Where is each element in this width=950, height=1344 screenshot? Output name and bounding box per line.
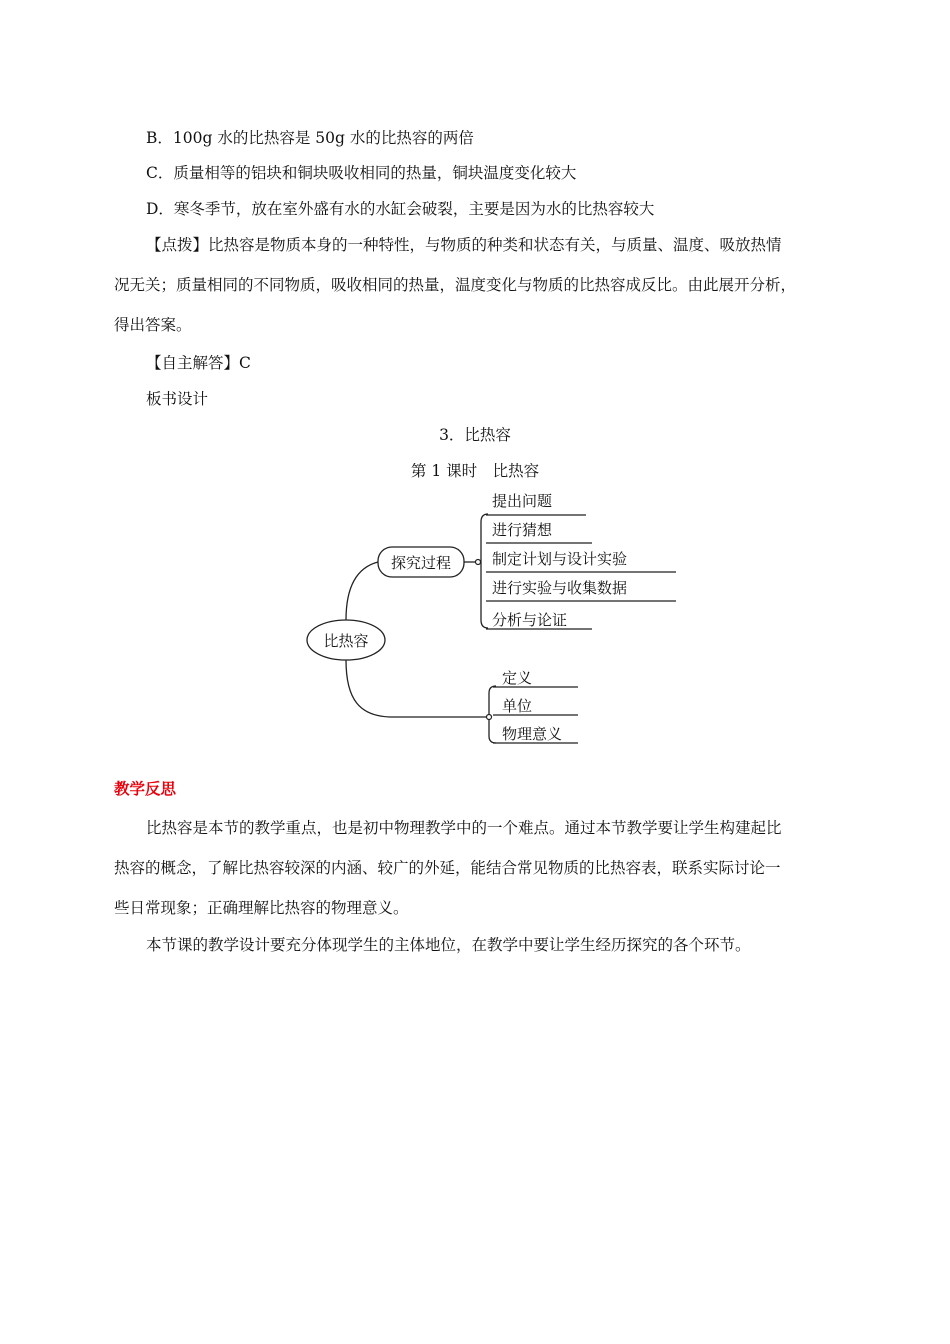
board-design-label: 板书设计 bbox=[146, 390, 209, 408]
reflection-line-4: 本节课的教学设计要充分体现学生的主体地位，在教学中要让学生经历探究的各个环节。 bbox=[146, 936, 751, 954]
mindmap-branch-label: 探究过程 bbox=[390, 554, 452, 572]
mindmap-direct-item: 单位 bbox=[502, 697, 533, 715]
mindmap-direct-node bbox=[487, 715, 492, 720]
mindmap bbox=[300, 480, 690, 750]
answer: 【自主解答】C bbox=[146, 354, 251, 372]
mindmap-direct-item: 定义 bbox=[502, 669, 533, 687]
option-b: B．100g 水的比热容是 50g 水的比热容的两倍 bbox=[146, 129, 474, 147]
reflection-line-2: 热容的概念，了解比热容较深的内涵、较广的外延，能结合常见物质的比热容表，联系实际讨论一 bbox=[114, 859, 781, 877]
reflection-heading: 教学反思 bbox=[114, 780, 177, 798]
option-d: D．寒冬季节，放在室外盛有水的水缸会破裂，主要是因为水的比热容较大 bbox=[146, 200, 655, 218]
hint-line-1: 【点拨】比热容是物质本身的一种特性，与物质的种类和状态有关，与质量、温度、吸放热情 bbox=[146, 236, 782, 254]
mindmap-branch-node bbox=[476, 560, 481, 565]
board-title: 3．比热容 bbox=[439, 426, 511, 444]
mindmap-root-label: 比热容 bbox=[323, 632, 369, 650]
mindmap-connector-lower bbox=[346, 660, 490, 717]
option-c: C．质量相等的铝块和铜块吸收相同的热量，铜块温度变化较大 bbox=[146, 164, 577, 182]
mindmap-branch-item: 制定计划与设计实验 bbox=[492, 550, 628, 568]
reflection-line-1: 比热容是本节的教学重点，也是初中物理教学中的一个难点。通过本节教学要让学生构建起比 bbox=[146, 819, 782, 837]
hint-line-2: 况无关；质量相同的不同物质，吸收相同的热量，温度变化与物质的比热容成反比。由此展开分析， bbox=[114, 276, 797, 294]
mindmap-branch-item: 提出问题 bbox=[492, 492, 553, 510]
mindmap-direct-item: 物理意义 bbox=[502, 725, 563, 743]
board-subtitle: 第 1 课时 比热容 bbox=[410, 462, 540, 480]
mindmap-branch-item: 进行实验与收集数据 bbox=[492, 579, 628, 597]
mindmap-connector-upper bbox=[346, 562, 378, 620]
mindmap-branch-item: 进行猜想 bbox=[492, 521, 553, 539]
reflection-line-3: 些日常现象；正确理解比热容的物理意义。 bbox=[114, 899, 409, 917]
hint-line-3: 得出答案。 bbox=[114, 316, 192, 334]
mindmap-branch-brace bbox=[481, 514, 488, 628]
mindmap-branch-item: 分析与论证 bbox=[492, 611, 568, 629]
